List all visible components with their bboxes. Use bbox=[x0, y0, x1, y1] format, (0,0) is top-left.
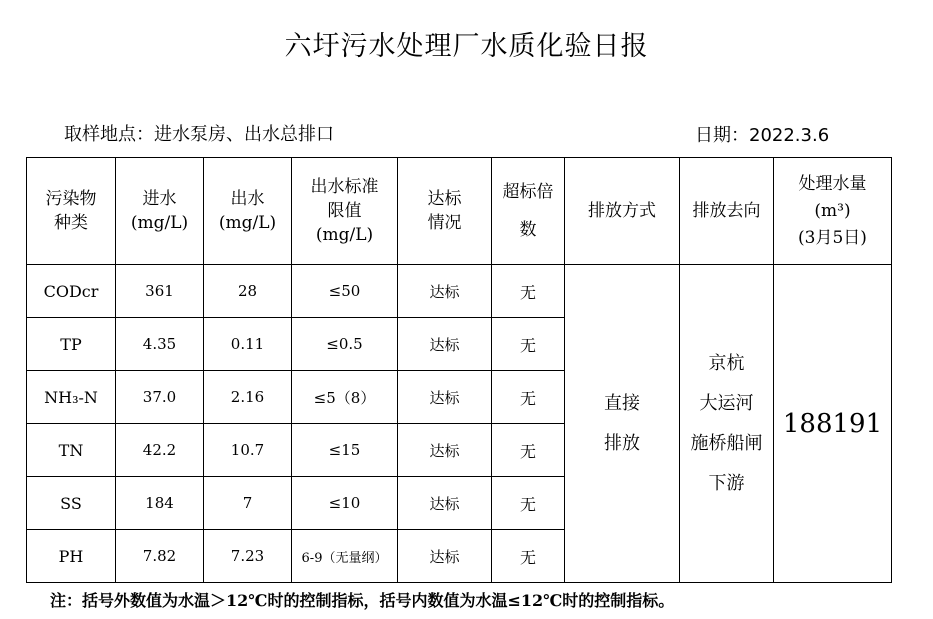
ratio-cell: 无 bbox=[492, 477, 565, 530]
outflow-cell: 7.23 bbox=[204, 530, 292, 583]
outflow-cell: 2.16 bbox=[204, 371, 292, 424]
header-inflow: 进水 (mg/L) bbox=[116, 158, 204, 265]
report-title: 六圩污水处理厂水质化验日报 bbox=[284, 31, 649, 62]
header-discharge-method: 排放方式 bbox=[565, 158, 680, 265]
limit-cell: ≤5（8） bbox=[292, 371, 398, 424]
status-cell: 达标 bbox=[398, 530, 492, 583]
param-cell: TP bbox=[27, 318, 116, 371]
limit-cell: 6-9（无量纲） bbox=[292, 530, 398, 583]
inflow-cell: 361 bbox=[116, 265, 204, 318]
limit-cell: ≤15 bbox=[292, 424, 398, 477]
header-compliance: 达标 情况 bbox=[398, 158, 492, 265]
inflow-cell: 7.82 bbox=[116, 530, 204, 583]
water-quality-table bbox=[26, 157, 892, 583]
param-cell: SS bbox=[27, 477, 116, 530]
volume-cell: 188191 bbox=[774, 265, 892, 583]
status-cell: 达标 bbox=[398, 477, 492, 530]
ratio-cell: 无 bbox=[492, 265, 565, 318]
sampling-location: 取样地点：进水泵房、出水总排口 bbox=[64, 124, 334, 145]
footnote: 注：括号外数值为水温＞12℃时的控制指标，括号内数值为水温≤12℃时的控制指标。 bbox=[50, 591, 675, 610]
inflow-cell: 42.2 bbox=[116, 424, 204, 477]
param-cell: CODcr bbox=[27, 265, 116, 318]
header-volume: 处理水量 (m³) (3月5日) bbox=[774, 158, 892, 265]
status-cell: 达标 bbox=[398, 371, 492, 424]
table-row bbox=[27, 265, 892, 318]
outflow-cell: 7 bbox=[204, 477, 292, 530]
limit-cell: ≤50 bbox=[292, 265, 398, 318]
header-discharge-destination: 排放去向 bbox=[680, 158, 774, 265]
header-outflow: 出水 (mg/L) bbox=[204, 158, 292, 265]
limit-cell: ≤10 bbox=[292, 477, 398, 530]
discharge-destination-cell: 京杭 大运河 施桥船闸 下游 bbox=[680, 265, 774, 583]
inflow-cell: 184 bbox=[116, 477, 204, 530]
outflow-cell: 28 bbox=[204, 265, 292, 318]
status-cell: 达标 bbox=[398, 265, 492, 318]
discharge-method-cell: 直接 排放 bbox=[565, 265, 680, 583]
status-cell: 达标 bbox=[398, 318, 492, 371]
table-header-row bbox=[27, 158, 892, 265]
header-pollutant: 污染物 种类 bbox=[27, 158, 116, 265]
header-limit: 出水标准 限值 (mg/L) bbox=[292, 158, 398, 265]
param-cell: PH bbox=[27, 530, 116, 583]
param-cell: TN bbox=[27, 424, 116, 477]
ratio-cell: 无 bbox=[492, 530, 565, 583]
param-cell: NH₃-N bbox=[27, 371, 116, 424]
status-cell: 达标 bbox=[398, 424, 492, 477]
header-exceed-ratio: 超标倍 数 bbox=[492, 158, 565, 265]
inflow-cell: 37.0 bbox=[116, 371, 204, 424]
report-date: 日期：2022.3.6 bbox=[695, 125, 830, 146]
inflow-cell: 4.35 bbox=[116, 318, 204, 371]
outflow-cell: 10.7 bbox=[204, 424, 292, 477]
ratio-cell: 无 bbox=[492, 424, 565, 477]
ratio-cell: 无 bbox=[492, 318, 565, 371]
outflow-cell: 0.11 bbox=[204, 318, 292, 371]
limit-cell: ≤0.5 bbox=[292, 318, 398, 371]
ratio-cell: 无 bbox=[492, 371, 565, 424]
